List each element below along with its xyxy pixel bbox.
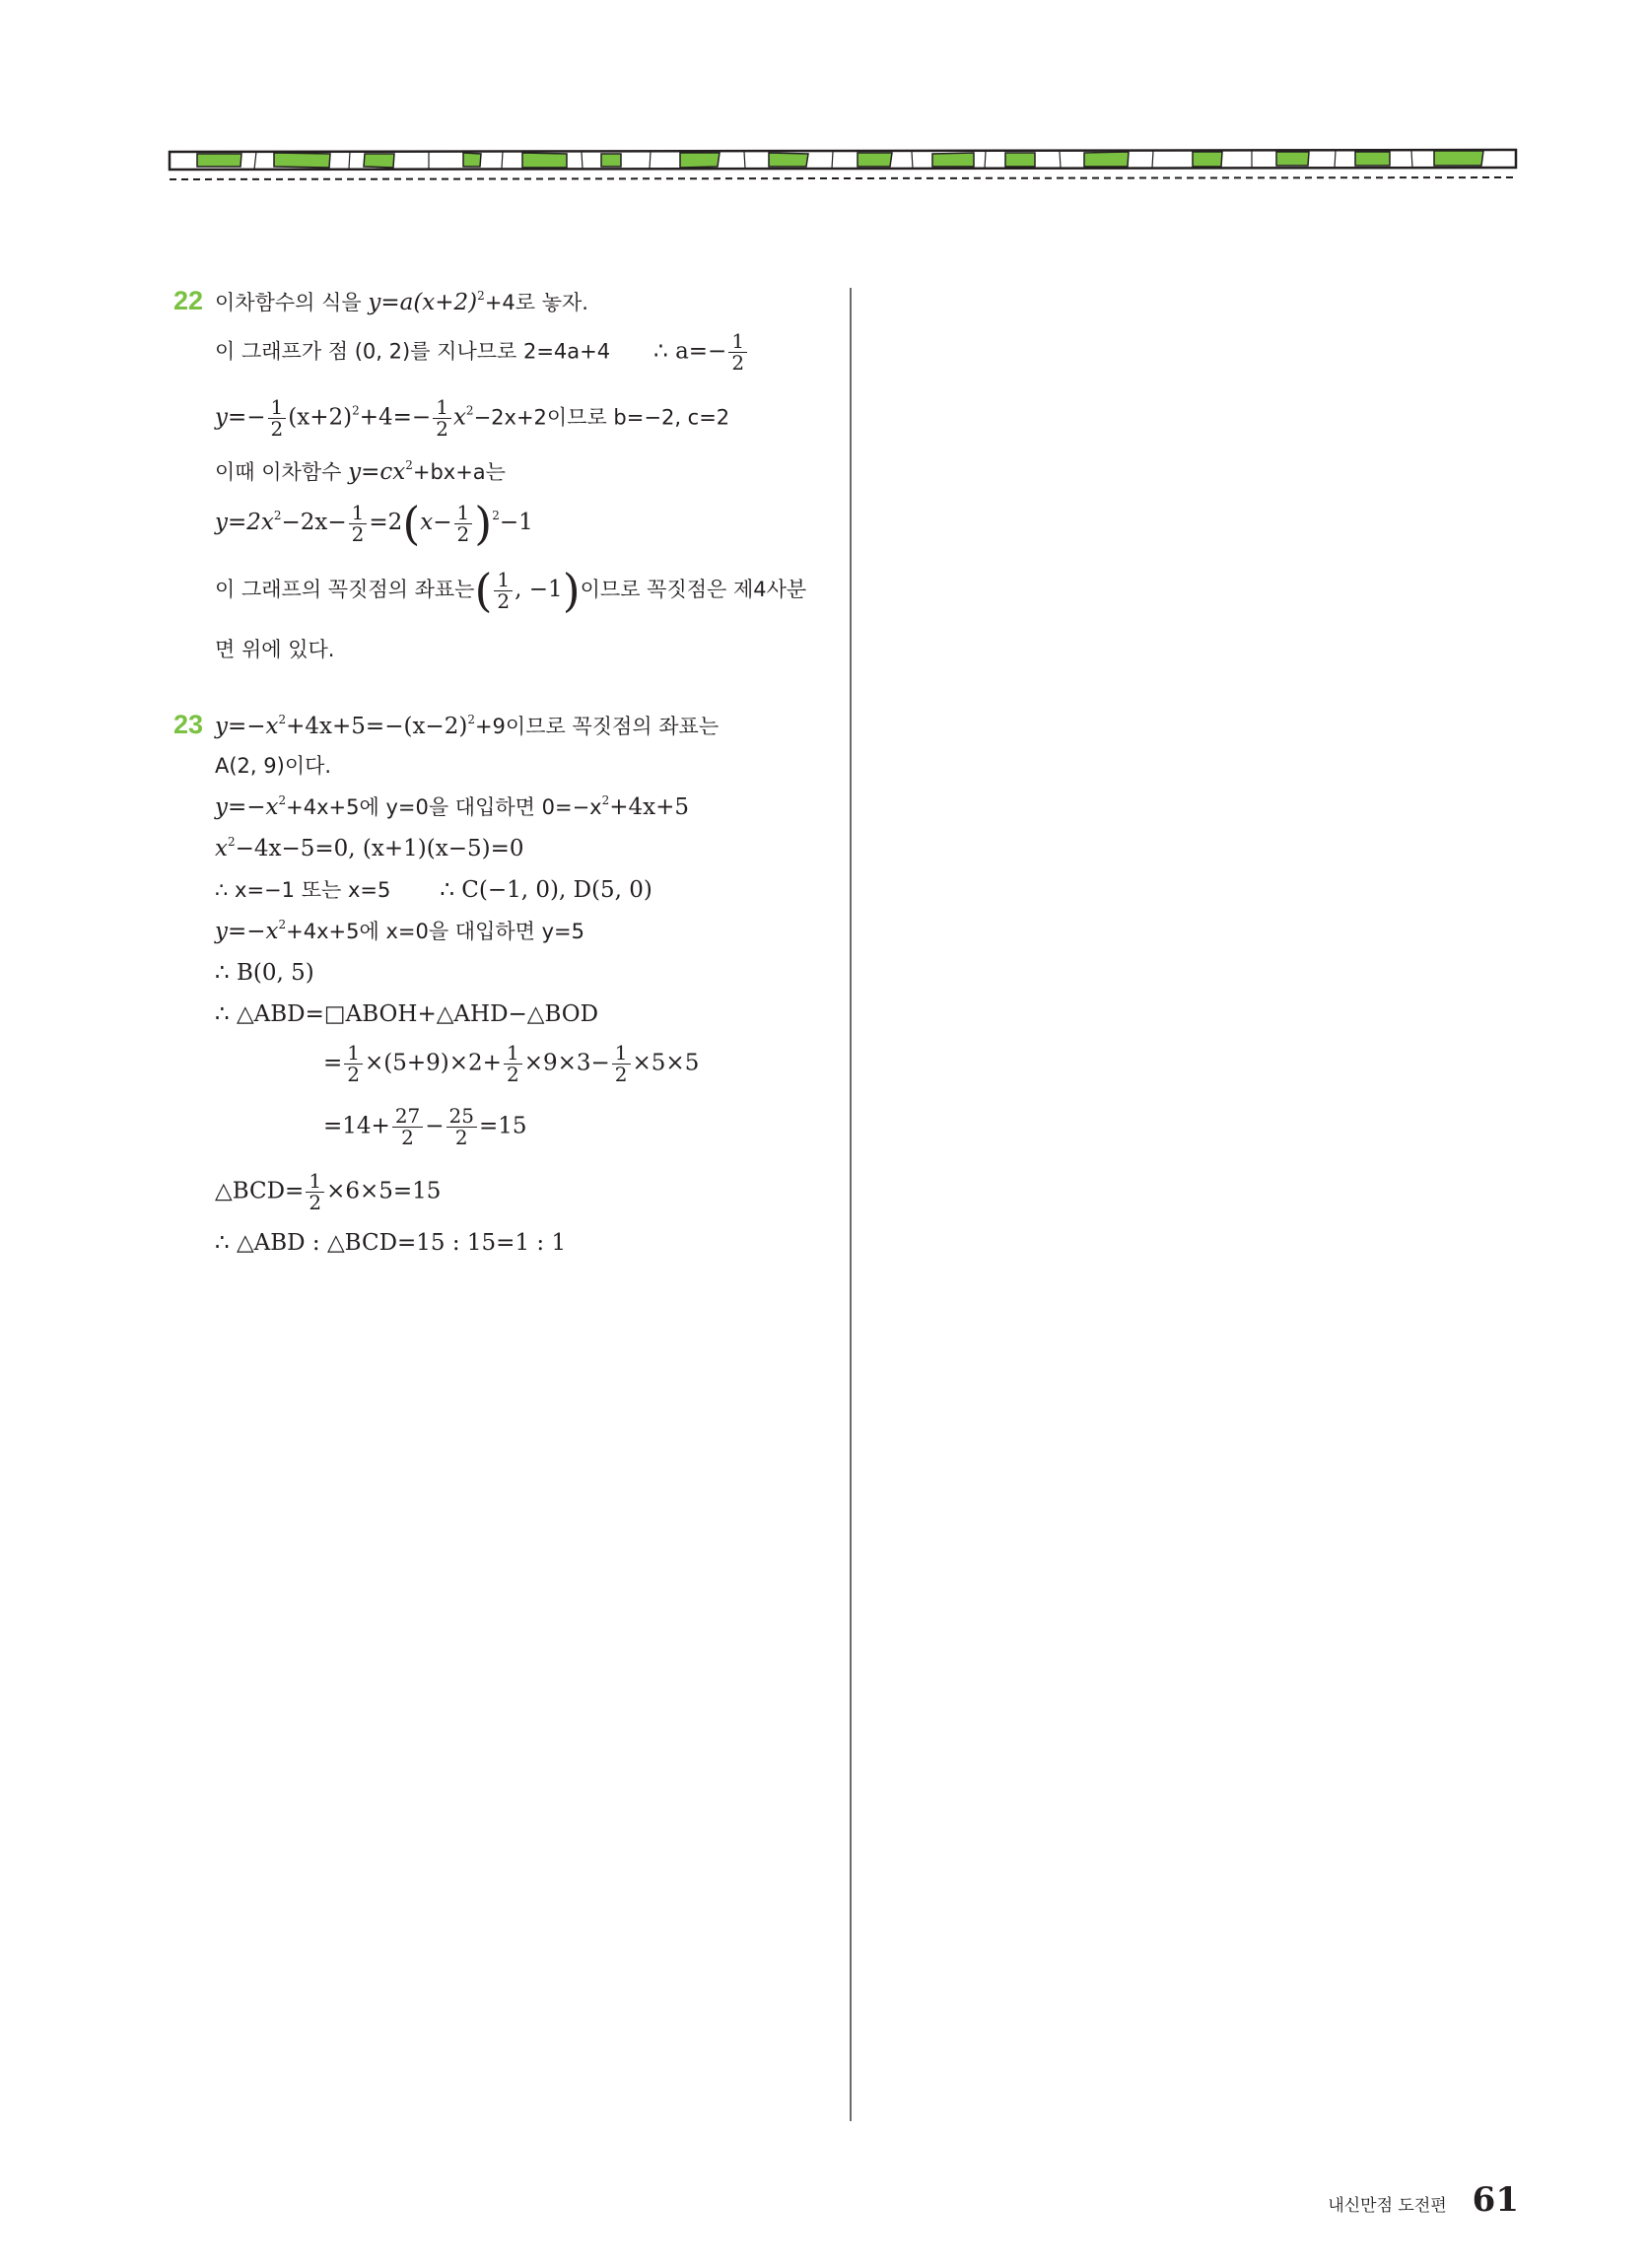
column-divider	[850, 288, 852, 2121]
fraction: $\frac{1}{2}$	[612, 1043, 631, 1085]
fraction: $\frac{1}{2}$	[454, 503, 473, 545]
solution-line: 이 그래프가 점 (0, 2)를 지나므로 2=4a+4 ∴ a=− $\frac{1}{2}$	[215, 331, 749, 374]
solution-line: $x^2-4x-5=0$, (x+1)(x−5)=0	[215, 835, 524, 861]
solution-line: $y=-x^2+4x+5$에 y=0을 대입하면 $0=-x^2+4x+5$	[215, 793, 690, 820]
fraction: $\frac{1}{2}$	[494, 570, 513, 612]
solution-line: ∴ x=−1 또는 x=5 ∴ C(−1, 0), D(5, 0)	[215, 877, 652, 903]
page-footer	[1328, 2180, 1519, 2220]
book-label: 내신만점 도전편	[1328, 2196, 1447, 2216]
problem-number: 23	[173, 710, 204, 739]
fraction: $\frac{1}{2}$	[344, 1043, 363, 1085]
fraction: $\frac{1}{2}$	[728, 331, 747, 374]
fraction: $\frac{1}{2}$	[306, 1171, 324, 1213]
solution-line: ∴ B(0, 5)	[215, 960, 314, 986]
solution-line: ∴ △ABD=□ABOH+△AHD−△BOD	[215, 1001, 599, 1027]
solution-line: 이 그래프의 꼭짓점의 좌표는( $\frac{1}{2}$ , −1)이므로 꼭짓점은 제4사분	[215, 564, 807, 617]
fraction: $\frac{1}{2}$	[268, 397, 287, 440]
fraction: $\frac{25}{2}$	[446, 1106, 477, 1148]
fraction: $\frac{27}{2}$	[392, 1106, 423, 1148]
problem-number: 22	[173, 286, 204, 315]
solution-line: $y=2x^2-2x-$ $\frac{1}{2}$ =2(x− $\frac{1}{2}$ )$^2$−1	[215, 497, 533, 550]
solution-line: △BCD= $\frac{1}{2}$ ×6×5=15	[215, 1169, 442, 1214]
solution-line: = $\frac{1}{2}$ ×(5+9)×2+ $\frac{1}{2}$ ×9×3− $\frac{1}{2}$ ×5×5	[323, 1041, 700, 1086]
header-decoration-band	[168, 144, 1518, 189]
solution-line: ∴ △ABD : △BCD=15 : 15=1 : 1	[215, 1230, 567, 1256]
solution-line: 이때 이차함수 $y=cx^2+bx+a$는	[215, 458, 506, 485]
solution-line: 이차함수의 식을 $y=a(x+2)^2+4$로 놓자.	[215, 289, 588, 315]
solution-line: $y=-x^2+4x+5$에 x=0을 대입하면 y=5	[215, 918, 585, 944]
fraction: $\frac{1}{2}$	[349, 503, 368, 545]
solution-line: $y=-x^2+4x+5=-(x-2)^2+9$이므로 꼭짓점의 좌표는	[215, 713, 720, 739]
solution-line: A(2, 9)이다.	[215, 754, 332, 778]
solution-line: =14+ $\frac{27}{2}$ − $\frac{25}{2}$ =15	[323, 1104, 527, 1149]
solution-line: y=− $\frac{1}{2}$ $(x+2)^2+4=-$ $\frac{1}{2}$ $x^2-2x+2$이므로 b=−2, c=2	[215, 395, 730, 441]
fraction: $\frac{1}{2}$	[504, 1043, 522, 1085]
page-number: 61	[1472, 2180, 1519, 2220]
solution-line: 면 위에 있다.	[215, 638, 335, 661]
fraction: $\frac{1}{2}$	[433, 397, 451, 440]
